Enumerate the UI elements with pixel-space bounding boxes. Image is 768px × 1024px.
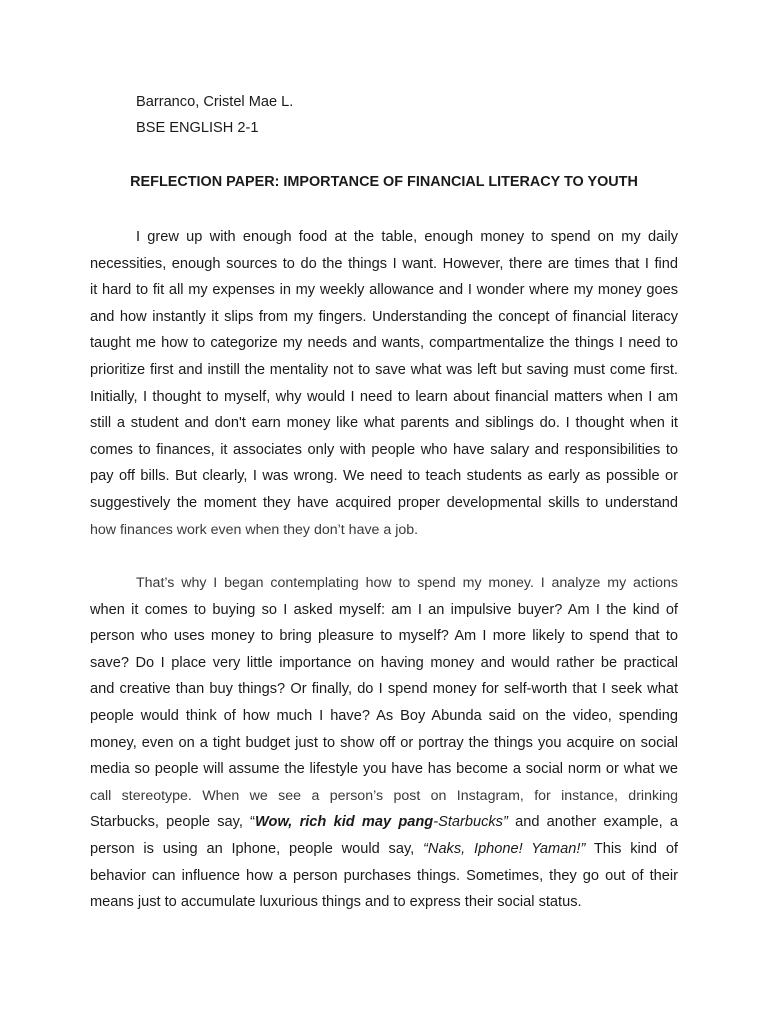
paragraph-line: and creative than buy things? Or finally, do I spend money for self-worth that I seek what	[90, 681, 678, 698]
line-text: Starbucks, people say, “	[90, 814, 256, 831]
paper-title: REFLECTION PAPER: IMPORTANCE OF FINANCIAL LITERACY TO YOUTH	[130, 174, 638, 190]
paragraph-line: means just to accumulate luxurious things and to express their social status.	[90, 894, 582, 911]
paragraph-line: Initially, I thought to myself, why would I need to learn about financial matters when I am	[90, 388, 678, 405]
paragraph-line: That’s why I began contemplating how to spend my money. I analyze my actions	[136, 575, 678, 591]
paragraph-line: I grew up with enough food at the table, enough money to spend on my daily	[136, 229, 678, 245]
paragraph-line: still a student and don't earn money like what parents and siblings do. I thought when it	[90, 415, 678, 432]
author-name: Barranco, Cristel Mae L.	[136, 94, 294, 110]
paragraph-line-iphone	[90, 840, 678, 867]
paragraph-line: person who uses money to bring pleasure to myself? Am I more likely to spend that to	[90, 628, 678, 645]
paragraph-line-starbucks	[90, 813, 678, 840]
course-section: BSE ENGLISH 2-1	[136, 120, 259, 136]
line-text: This kind of	[585, 840, 678, 857]
paragraph-line: when it comes to buying so I asked myself: am I an impulsive buyer? Am I the kind of	[90, 601, 678, 618]
paragraph-line: media so people will assume the lifestyle you have has become a social norm or what we	[90, 761, 678, 778]
paragraph-2	[90, 574, 678, 920]
paragraph-line: people would think of how much I have? As Boy Abunda said on the video, spending	[90, 707, 678, 724]
paragraph-line: save? Do I place very little importance on having money and would rather be practical	[90, 654, 678, 671]
paragraph-line: call stereotype. When we see a person’s post on Instagram, for instance, drinking	[90, 787, 678, 804]
paragraph-line: money, even on a tight budget just to show off or portray the things you acquire on social	[90, 734, 678, 751]
line-text: person is using an Iphone, people would say,	[90, 840, 424, 857]
quote-text: “Naks, Iphone! Yaman!”	[423, 840, 586, 857]
quote-emphasis: Wow, rich kid may pang	[255, 814, 434, 831]
paragraph-line: comes to finances, it associates only with people who have salary and responsibilities to	[90, 441, 678, 458]
paragraph-line: and how instantly it slips from my fingers. Understanding the concept of financial literacy	[90, 308, 678, 325]
paragraph-line: behavior can influence how a person purchases things. Sometimes, they go out of their	[90, 867, 678, 884]
paragraph-line: how finances work even when they don’t have a job.	[90, 521, 419, 538]
paragraph-line: pay off bills. But clearly, I was wrong. We need to teach students as early as possible or	[90, 468, 678, 485]
paragraph-1	[90, 228, 678, 547]
line-text: and another example, a	[507, 814, 678, 831]
paragraph-line: suggestively the moment they have acquired proper developmental skills to understand	[90, 494, 678, 511]
paragraph-line: taught me how to categorize my needs and wants, compartmentalize the things I need to	[90, 335, 678, 352]
quote-text: -Starbucks”	[433, 814, 508, 831]
paragraph-line: necessities, enough sources to do the things I want. However, there are times that I find	[90, 255, 678, 272]
paragraph-line: it hard to fit all my expenses in my weekly allowance and I wonder where my money goes	[90, 282, 678, 299]
paragraph-line: prioritize first and instill the mentality not to save what was left but saving must come first.	[90, 361, 678, 378]
